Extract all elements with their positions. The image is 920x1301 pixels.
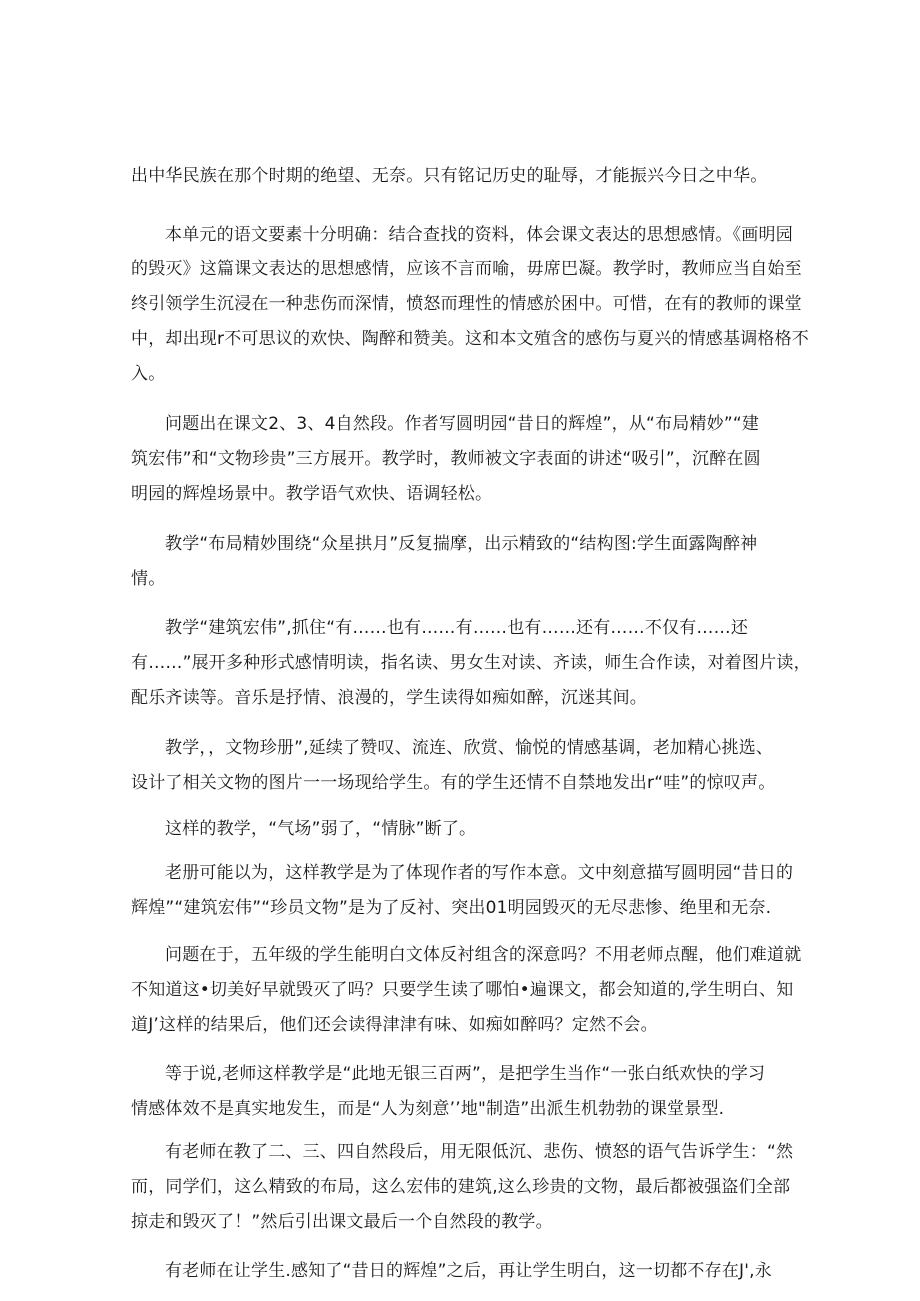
text-line: 等于说,老师这样教学是“此地无银三百两”，是把学生当作“一张白纸欢快的学习	[165, 1064, 766, 1084]
text-line: 配乐齐读等。音乐是抒情、浪漫的，学生读得如痴如醉，沉迷其间。	[131, 688, 647, 708]
text-line: 情感体效不是真实地发生，而是“人为刻意’’地"制造”出派生机勃勃的课堂景型.	[131, 1099, 725, 1119]
text-line: 教学“建筑宏伟”,抓住“有……也有……有……也有……还有……不仅有……还	[165, 618, 749, 638]
text-line: 情。	[131, 569, 166, 589]
text-line: 本单元的语文要素十分明确：结合查找的资料，体会课文表达的思想感情。《画明园	[165, 225, 793, 245]
text-line: 不知道这•切美好早就毁灭了吗？只要学生读了哪怕•遍课文，都会知道的,学生明白、知	[131, 980, 794, 1000]
text-line: 设计了相关文物的图片一一场现给学生。有的学生还情不自禁地发出r“哇”的惊叹声。	[131, 773, 776, 793]
text-line: 有老师在教了二、三、四自然段后，用无限低沉、悲伤、愤怒的语气告诉学生：“然	[165, 1142, 794, 1162]
text-line: 中，却出现r不可思议的欢快、陶醉和赞美。这和本文殖含的感伤与夏兴的情感基调格格不	[131, 329, 809, 349]
text-line: 有……”展开多种形式感情明读，指名读、男女生对读、齐读，师生合作读，对着图片读，	[131, 653, 811, 673]
text-line: 辉煌”“建筑宏伟”“珍员文物”是为了反衬、突出01明园毁灭的无尽悲惨、绝里和无奈.	[131, 898, 772, 918]
text-line: 筑宏伟”和“文物珍贵”三方展开。教学时，教师被文字表面的讲述“吸引”，沉醉在圆	[131, 449, 761, 469]
text-line: 老册可能以为，这样教学是为了体现作者的写作本意。文中刻意描写圆明园“昔日的	[165, 863, 794, 883]
text-line: 有老师在让学生.感知了“昔日的辉煌”之后，再让学生明白，这一切都不存在J',永	[165, 1261, 772, 1281]
text-line: 掠走和毁灭了！”然后引出课文最后一个自然段的教学。	[131, 1212, 553, 1232]
text-line: 问题在于，五年级的学生能明白文体反衬组含的深意吗？不用老师点醒，他们难道就	[165, 945, 802, 965]
text-line: 问题出在课文2、3、4自然段。作者写圆明园“昔日的辉煌”，从“布局精妙”“建	[165, 414, 760, 434]
text-line: 道J’这样的结果后，他们还会读得津津有味、如痴如醉吗？定然不会。	[131, 1015, 658, 1035]
text-line: 出中华民族在那个时期的绝望、无奈。只有铭记历史的耻辱，才能振兴今日之中华。	[131, 166, 768, 186]
text-line: 教学，，文物珍册”,延续了赞叹、流连、欣赏、愉悦的情感基调，老加精心挑选、	[165, 738, 774, 758]
text-line: 的毁灭》这篇课文表达的思想感情，应该不言而喻，毋席巴凝。教学时，教师应当自始至	[131, 259, 802, 279]
text-line: 这样的教学，“气场”弱了，“情脉”断了。	[165, 819, 477, 839]
text-line: 入。	[131, 364, 166, 384]
text-line: 教学“布局精妙围绕“众星拱月”反复揣摩，出示精致的“结构图:学生面露陶醉神	[165, 534, 758, 554]
text-line: 而，同学们，这么精致的布局，这么宏伟的建筑,这么珍贵的文物，最后都被强盗们全部	[131, 1177, 791, 1197]
text-line: 明园的辉煌场景中。教学语气欢快、语调轻松。	[131, 484, 493, 504]
text-line: 终引领学生沉浸在一种悲伤而深情，愤怒而理性的情感於困中。可惜，在有的教师的课堂	[131, 294, 802, 314]
